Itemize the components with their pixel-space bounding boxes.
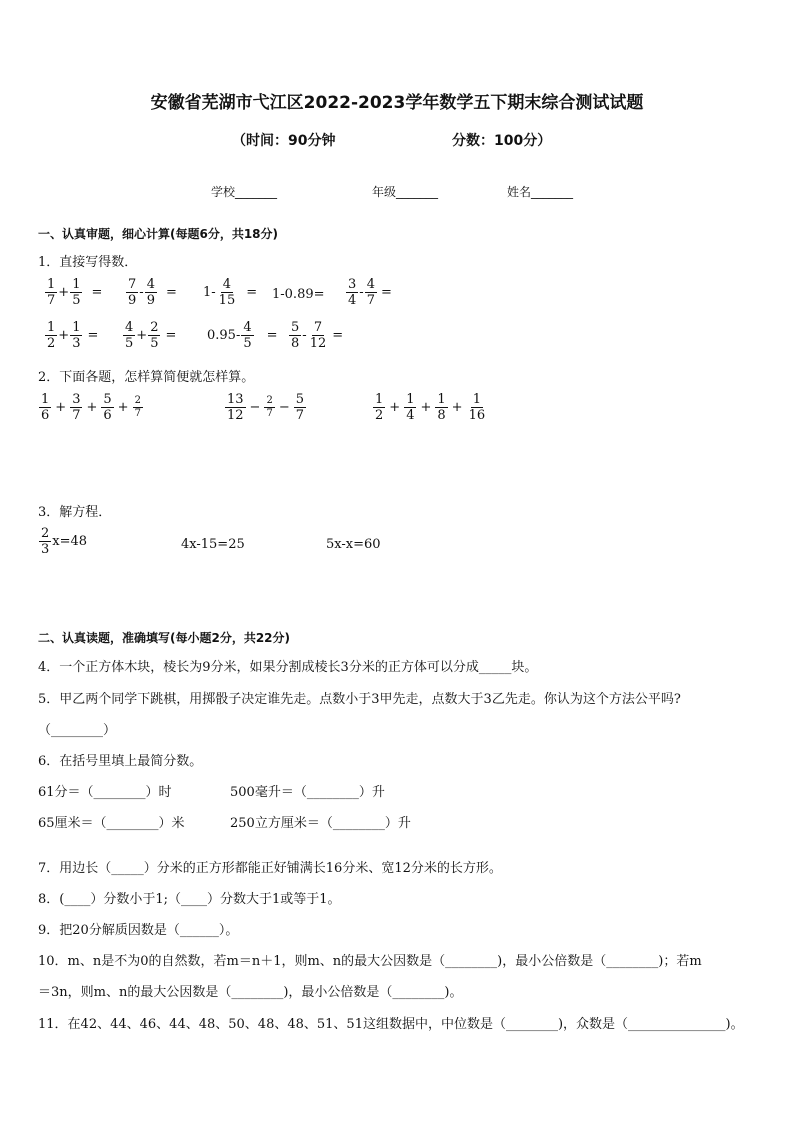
q10-text-line-1: 10．m、n是不为0的自然数，若m＝n＋1，则m、n的最大公因数是（________)，最小公倍数是（________)；若m [38, 954, 702, 969]
q1-r2-expr-2: $\frac{4}{5}$ + $\frac{2}{5}$ = [125, 320, 177, 351]
q3-heading: 3．解方程． [38, 505, 112, 520]
q3-expr-3: 5x-x=60 [326, 537, 381, 552]
q10-text-line-2: ＝3n，则m、n的最大公因数是（________)，最小公倍数是（________)。 [38, 985, 463, 1000]
q2-expr-1: $\frac{1}{6}$ + $\frac{3}{7}$ + $\frac{5}{6}$ + $\frac{2}{7}$ [41, 392, 141, 423]
q5-answer-blank[interactable]: （________） [38, 723, 117, 738]
school-field[interactable]: 学校_______ [211, 185, 278, 199]
q3-expr-2: 4x-15=25 [181, 537, 245, 552]
section-2-heading: 二、认真读题，准确填写(每小题2分，共22分) [38, 631, 291, 645]
q6-item-a[interactable]: 61分＝（________）时 [38, 785, 172, 800]
q6-item-d[interactable]: 250立方厘米＝（________）升 [230, 816, 411, 831]
q2-expr-3: $\frac{1}{2}$ + $\frac{1}{4}$ + $\frac{1}{8}$ + $\frac{1}{16}$ [375, 392, 486, 423]
q1-r1-expr-3: 1- $\frac{4}{15}$ = [203, 277, 258, 308]
name-field[interactable]: 姓名_______ [507, 185, 574, 199]
q1-r2-expr-1: $\frac{1}{2}$ + $\frac{1}{3}$ = [47, 320, 99, 351]
q8-text: 8．(____）分数小于1;（____）分数大于1或等于1。 [38, 892, 341, 907]
q7-text: 7．用边长（_____）分米的正方形都能正好铺满长16分米、宽12分米的长方形。 [38, 861, 502, 876]
q5-text: 5．甲乙两个同学下跳棋，用掷骰子决定谁先走。点数小于3甲先走，点数大于3乙先走。你认为这个方法公平吗? [38, 692, 681, 707]
q4-text: 4．一个正方体木块，棱长为9分米，如果分割成棱长3分米的正方体可以分成_____块。 [38, 660, 538, 675]
time-label: （时间：90分钟 [232, 133, 336, 149]
q1-r1-expr-2: $\frac{7}{9}$ - $\frac{4}{9}$ = [128, 277, 177, 308]
q9-text: 9．把20分解质因数是（______）。 [38, 923, 239, 938]
grade-field[interactable]: 年级_______ [372, 185, 439, 199]
score-label: 分数：100分） [452, 133, 552, 149]
q11-text: 11．在42、44、46、44、48、50、48、48、51、51这组数据中，中位数是（________)，众数是（_______________)。 [38, 1017, 744, 1032]
q1-r2-expr-4: $\frac{5}{8}$ - $\frac{7}{12}$ = [291, 320, 344, 351]
q1-r1-expr-4: 1-0.89= [272, 287, 325, 302]
q1-heading: 1．直接写得数． [38, 255, 138, 270]
q1-r1-expr-5: $\frac{3}{4}$ - $\frac{4}{7}$ = [348, 277, 392, 308]
q3-expr-1: $\frac{2}{3}$ x=48 [41, 526, 88, 557]
q6-item-c[interactable]: 65厘米＝（________）米 [38, 816, 185, 831]
q6-heading: 6．在括号里填上最简分数。 [38, 754, 203, 769]
q2-expr-2: $\frac{13}{12}$ − $\frac{2}{7}$ − $\frac{5}{7}$ [227, 392, 305, 423]
q1-r2-expr-3: 0.95- $\frac{4}{5}$ = [207, 320, 278, 351]
q1-r1-expr-1: $\frac{1}{7}$ + $\frac{1}{5}$ = [47, 277, 103, 308]
q6-item-b[interactable]: 500毫升＝（________）升 [230, 785, 385, 800]
page-title: 安徽省芜湖市弋江区2022-2023学年数学五下期末综合测试试题 [150, 93, 644, 113]
section-1-heading: 一、认真审题，细心计算(每题6分，共18分) [38, 227, 279, 241]
q2-heading: 2．下面各题，怎样算简便就怎样算。 [38, 370, 255, 385]
